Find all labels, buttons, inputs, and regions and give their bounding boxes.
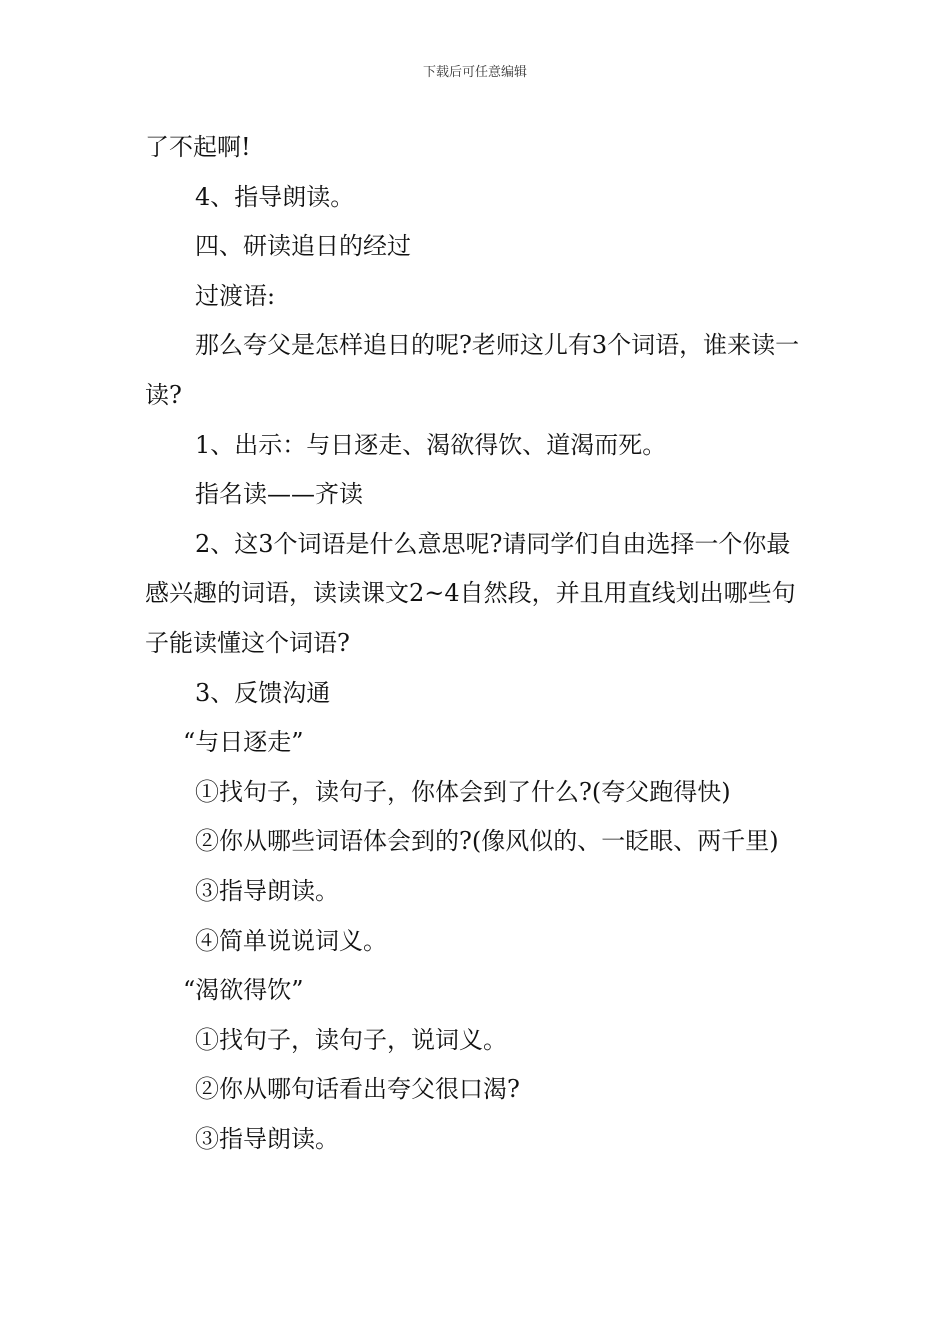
paragraph: 那么夸父是怎样追日的呢?老师这儿有3个词语，谁来读一读? [145, 331, 800, 409]
list-item: ②你从哪些词语体会到的?(像风似的、一眨眼、两千里) [195, 827, 779, 856]
quoted-phrase: “渴欲得饮” [183, 976, 304, 1005]
list-item: ③指导朗读。 [195, 876, 339, 905]
section-heading: 四、研读追日的经过 [195, 232, 411, 261]
list-item: ①找句子，读句子，你体会到了什么?(夸父跑得快) [195, 777, 731, 806]
paragraph: 了不起啊! [145, 133, 251, 161]
quoted-phrase: “与日逐走” [183, 728, 304, 757]
list-item: ③指导朗读。 [195, 1124, 339, 1153]
paragraph: 1、出示：与日逐走、渴欲得饮、道渴而死。 [195, 430, 667, 459]
list-item: ④简单说说词义。 [195, 926, 387, 955]
paragraph: 3、反馈沟通 [195, 678, 331, 707]
paragraph: 过渡语: [195, 281, 276, 310]
paragraph: 指名读——齐读 [195, 480, 363, 509]
paragraph: 4、指导朗读。 [195, 182, 355, 211]
list-item: ①找句子，读句子，说词义。 [195, 1025, 507, 1054]
paragraph: 2、这3个词语是什么意思呢?请同学们自由选择一个你最感兴趣的词语，读读课文2~4自然段，并且用直线划出哪些句子能读懂这个词语? [145, 529, 796, 657]
document-body [145, 123, 810, 1164]
page-header: 下载后可任意编辑 [422, 65, 527, 80]
list-item: ②你从哪句话看出夸父很口渴? [195, 1075, 520, 1104]
